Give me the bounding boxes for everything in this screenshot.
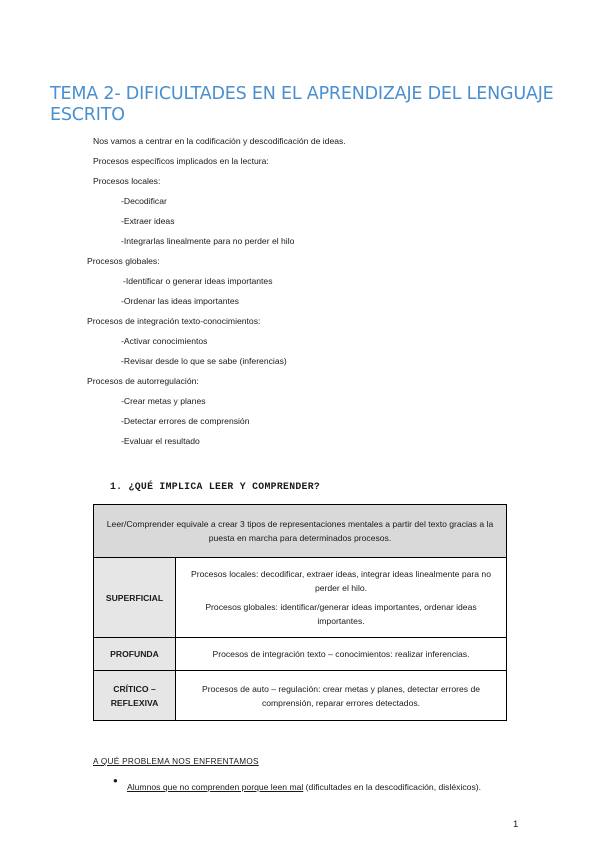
outline-subitem: -Integrarlas linealmente para no perder el hilo [121,236,295,246]
outline-subitem: -Decodificar [121,196,167,206]
page-title: TEMA 2- DIFICULTADES EN EL APRENDIZAJE DEL LENGUAJE ESCRITO [50,84,554,125]
outline-line: Procesos de autorregulación: [87,376,199,386]
intro-line: Nos vamos a centrar en la codificación y descodificación de ideas. [93,136,346,146]
outline-subitem: -Identificar o generar ideas importantes [123,276,273,286]
row-content [176,558,507,638]
row-content-paragraph: Procesos locales: decodificar, extraer ideas, integrar ideas linealmente para no perder el hilo. [191,569,491,593]
table-row [94,638,507,671]
table-header-cell: Leer/Comprender equivale a crear 3 tipos de representaciones mentales a partir del texto gracias a la puesta en marcha para determinados procesos. [94,505,507,558]
outline-subitem: -Detectar errores de comprensión [121,416,250,426]
problem-heading: A QUÉ PROBLEMA NOS ENFRENTAMOS [93,757,259,766]
outline-line: Procesos globales: [87,256,160,266]
table-row [94,558,507,638]
row-content: Procesos de integración texto – conocimientos: realizar inferencias. [176,638,507,671]
outline-line: Procesos locales: [93,176,161,186]
page-number: 1 [513,819,519,830]
table-row [94,671,507,721]
row-content: Procesos de auto – regulación: crear metas y planes, detectar errores de comprensión, reparar errores detectados. [176,671,507,721]
row-label: PROFUNDA [94,638,176,671]
table-header-row [94,505,507,558]
bullet-icon: ● [113,776,118,785]
row-content-paragraph: Procesos globales: identificar/generar ideas importantes, ordenar ideas importantes. [205,602,477,626]
section-heading: 1. ¿QUÉ IMPLICA LEER Y COMPRENDER? [110,481,321,492]
problem-item [127,779,507,795]
outline-subitem: -Extraer ideas [121,216,175,226]
row-label: CRÍTICO – REFLEXIVA [94,671,176,721]
outline-subitem: -Ordenar las ideas importantes [121,296,239,306]
outline-subitem: -Crear metas y planes [121,396,206,406]
problem-item-detail: (dificultades en la descodificación, disléxicos). [303,782,481,792]
row-label: SUPERFICIAL [94,558,176,638]
outline-subitem: -Evaluar el resultado [121,436,200,446]
outline-subitem: -Revisar desde lo que se sabe (inferencias) [121,356,287,366]
outline-line: Procesos de integración texto-conocimientos: [87,316,261,326]
representations-table [93,504,507,721]
outline-subitem: -Activar conocimientos [121,336,208,346]
outline-line: Procesos específicos implicados en la lectura: [93,156,269,166]
problem-item-emphasis: Alumnos que no comprenden porque leen mal [127,782,304,792]
